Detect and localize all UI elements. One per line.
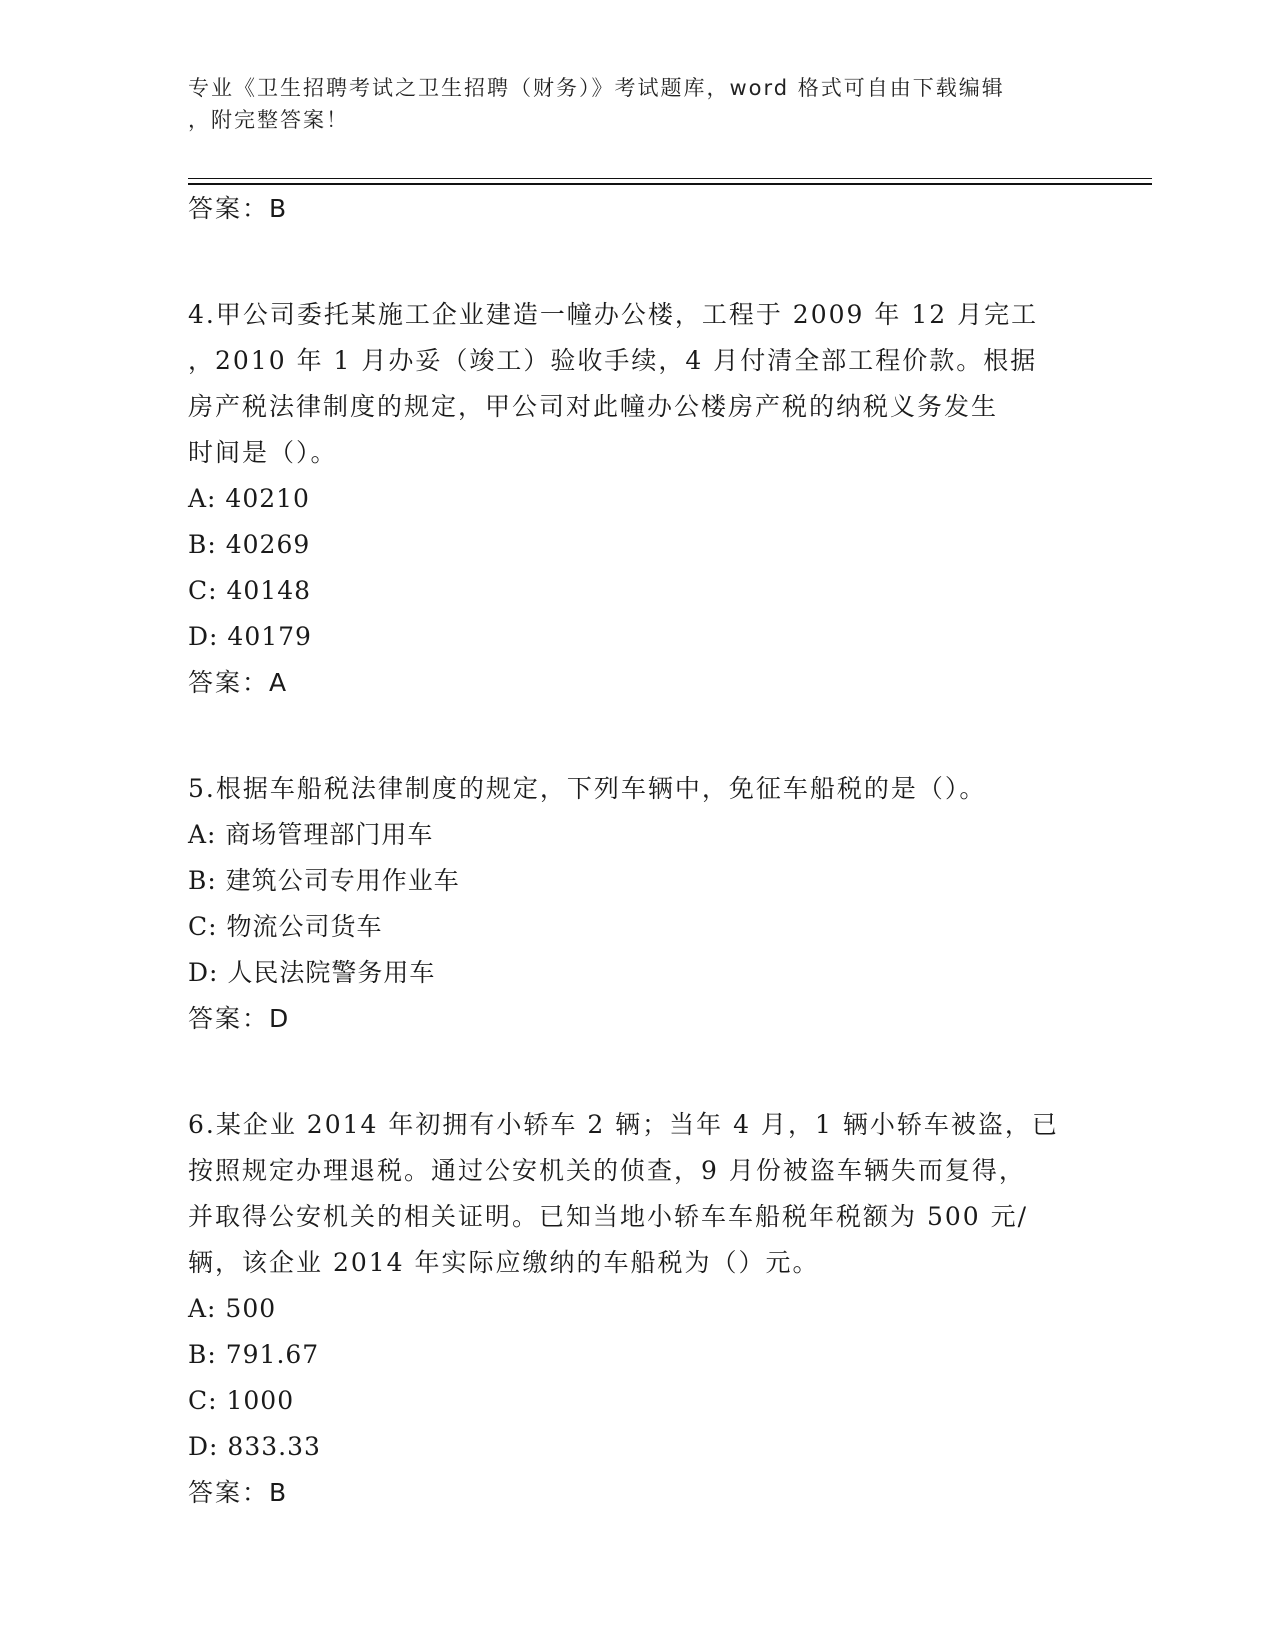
option-a: A: 500 <box>188 1294 277 1323</box>
header-divider <box>188 183 1152 185</box>
header-divider <box>188 178 1152 179</box>
document-header <box>188 72 1068 136</box>
header-line: ，附完整答案！ <box>188 108 349 132</box>
header-line: 专业《卫生招聘考试之卫生招聘（财务）》考试题库，word 格式可自由下载编辑 <box>188 76 1005 100</box>
option-c: C: 物流公司货车 <box>188 912 383 941</box>
question-text-line: ，2010 年 1 月办妥（竣工）验收手续，4 月付清全部工程价款。根据 <box>188 346 1038 375</box>
option-c: C: 40148 <box>188 576 312 605</box>
question-text-line: 辆，该企业 2014 年实际应缴纳的车船税为（）元。 <box>188 1248 820 1277</box>
option-b: B: 建筑公司专用作业车 <box>188 866 460 895</box>
question-text-line: 按照规定办理退税。通过公安机关的侦查，9 月份被盗车辆失而复得， <box>188 1156 1026 1185</box>
document-body <box>188 186 1088 1516</box>
answer-line: 答案：B <box>188 194 289 223</box>
question-6 <box>188 1102 1088 1516</box>
option-b: B: 40269 <box>188 530 311 559</box>
option-a: A: 商场管理部门用车 <box>188 820 434 849</box>
answer-line: 答案：B <box>188 1478 289 1507</box>
option-d: D: 人民法院警务用车 <box>188 958 436 987</box>
question-5 <box>188 766 1088 1042</box>
question-text-line: 并取得公安机关的相关证明。已知当地小轿车车船税年税额为 500 元/ <box>188 1202 1029 1231</box>
option-d: D: 833.33 <box>188 1432 321 1461</box>
answer-line: 答案：D <box>188 1004 291 1033</box>
question-text-line: 6.某企业 2014 年初拥有小轿车 2 辆；当年 4 月，1 辆小轿车被盗，已 <box>188 1110 1059 1139</box>
question-text-line: 房产税法律制度的规定，甲公司对此幢办公楼房产税的纳税义务发生 <box>188 392 999 421</box>
option-a: A: 40210 <box>188 484 310 513</box>
option-d: D: 40179 <box>188 622 312 651</box>
option-b: B: 791.67 <box>188 1340 320 1369</box>
spacer <box>188 1042 1088 1102</box>
spacer <box>188 706 1088 766</box>
answer-line: 答案：A <box>188 668 289 697</box>
spacer <box>188 232 1088 292</box>
question-text-line: 时间是（）。 <box>188 438 338 467</box>
question-text-line: 4.甲公司委托某施工企业建造一幢办公楼，工程于 2009 年 12 月完工 <box>188 300 1039 329</box>
option-c: C: 1000 <box>188 1386 295 1415</box>
question-4 <box>188 292 1088 706</box>
question-text-line: 5.根据车船税法律制度的规定，下列车辆中，免征车船税的是（）。 <box>188 774 987 803</box>
